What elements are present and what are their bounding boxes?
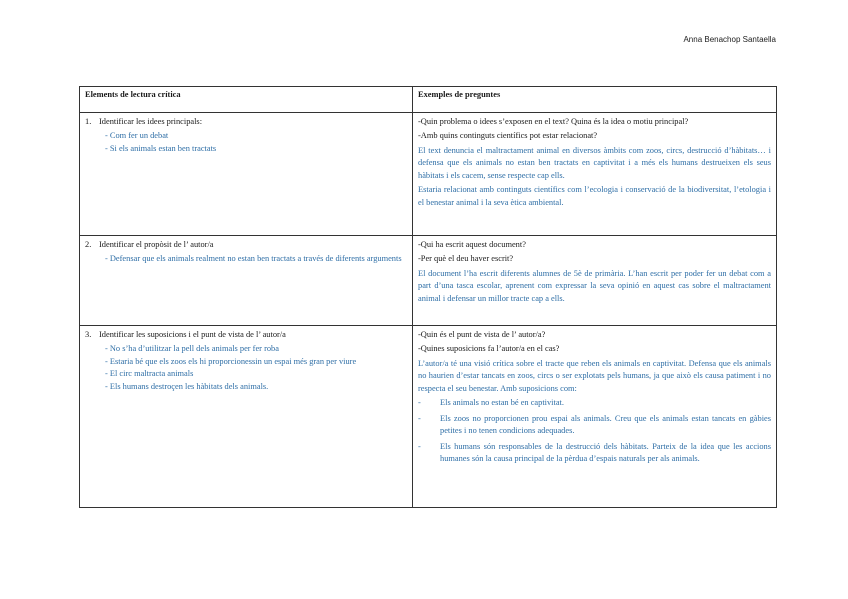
- element-title: 3. Identificar les suposicions i el punt de vista de l’ autor/a: [85, 329, 286, 339]
- questions-cell: [413, 235, 777, 325]
- bullet-item: - Els animals no estan bé en captivitat.: [418, 397, 771, 410]
- column-header-examples: Exemples de preguntes: [413, 87, 777, 113]
- element-cell: [80, 235, 413, 325]
- list-item: - Defensar que els animals realment no estan ben tractats a través de diferents arguments: [105, 254, 402, 263]
- critical-reading-table: [79, 86, 777, 508]
- questions-cell: [413, 325, 777, 507]
- list-item: - Com fer un debat: [105, 131, 169, 140]
- author-name: Anna Benachop Santaella: [683, 35, 776, 44]
- question: -Amb quins continguts científics pot estar relacionat?: [418, 131, 598, 140]
- bullet-marker: -: [418, 441, 421, 451]
- answer: El document l’ha escrit diferents alumnes de 5è de primària. L’han escrit per poder fer un debat com a part d’una tasca escolar, aprenent com expressar la seva opinió en aquest cas sobre el maltractament animal i defensar un millor tracte cap a ells.: [418, 268, 771, 303]
- bullet-item: - Els zoos no proporcionen prou espai als animals. Creu que els animals estan tancats en gàbies petites i no tenen condicions adequades.: [418, 413, 771, 438]
- question: -Quin problema o idees s’exposen en el text? Quina és la idea o motiu principal?: [418, 116, 689, 126]
- question: -Qui ha escrit aquest document?: [418, 239, 526, 249]
- table-row: [80, 112, 777, 235]
- column-header-elements: Elements de lectura crítica: [80, 87, 413, 113]
- list-item: - Estaria bé que els zoos els hi proporcionessin un espai més gran per viure: [105, 356, 357, 366]
- question: -Quin és el punt de vista de l’ autor/a?: [418, 329, 546, 339]
- table-row: [80, 235, 777, 325]
- list-item: - No s’ha d’utilitzar la pell dels animals per fer roba: [105, 344, 279, 353]
- bullet-item: - Els humans són responsables de la destrucció dels hàbitats. Parteix de la idea que les accions humanes són la causa principal de la pèrdua d’espais naturals per als animals.: [418, 441, 771, 466]
- list-item: - El circ maltracta animals: [105, 369, 194, 378]
- bullet-marker: -: [418, 398, 421, 407]
- list-item: - Si els animals estan ben tractats: [105, 143, 217, 153]
- questions-cell: [413, 112, 777, 235]
- answer: L’autor/a té una visió crítica sobre el tracte que reben els animals en captivitat. Defensa que els animals no haurien d’estar tancats en zoos, circs o ser explotats pels humans, ja que això els causa patiment i no respecta el seu benestar. Amb suposicions com:: [418, 358, 771, 393]
- element-title: 1. Identificar les idees principals:: [85, 116, 203, 126]
- element-title: 2. Identificar el propòsit de l’ autor/a: [85, 239, 214, 249]
- bullet-marker: -: [418, 413, 421, 423]
- table-row: [80, 325, 777, 507]
- question: -Quines suposicions fa l’autor/a en el cas?: [418, 344, 560, 353]
- answer: El text denuncia el maltractament animal en diversos àmbits com zoos, circs, destrucció d’hàbitats… i defensa que els animals no estan ben tractats en captivitat i a més els humans destrueixen els seus hàbitats i els cacem, sense respecte cap ells.: [418, 145, 771, 180]
- table-header-row: [80, 87, 777, 113]
- list-item: - Els humans destroçen les hàbitats dels animals.: [105, 381, 269, 391]
- answer: Estaria relacionat amb continguts científics com l’ecologia i conservació de la biodiversitat, l’etologia i el benestar animal i la seva ètica ambiental.: [418, 185, 771, 207]
- element-cell: [80, 112, 413, 235]
- element-cell: [80, 325, 413, 507]
- question: -Per què el deu haver escrit?: [418, 254, 514, 263]
